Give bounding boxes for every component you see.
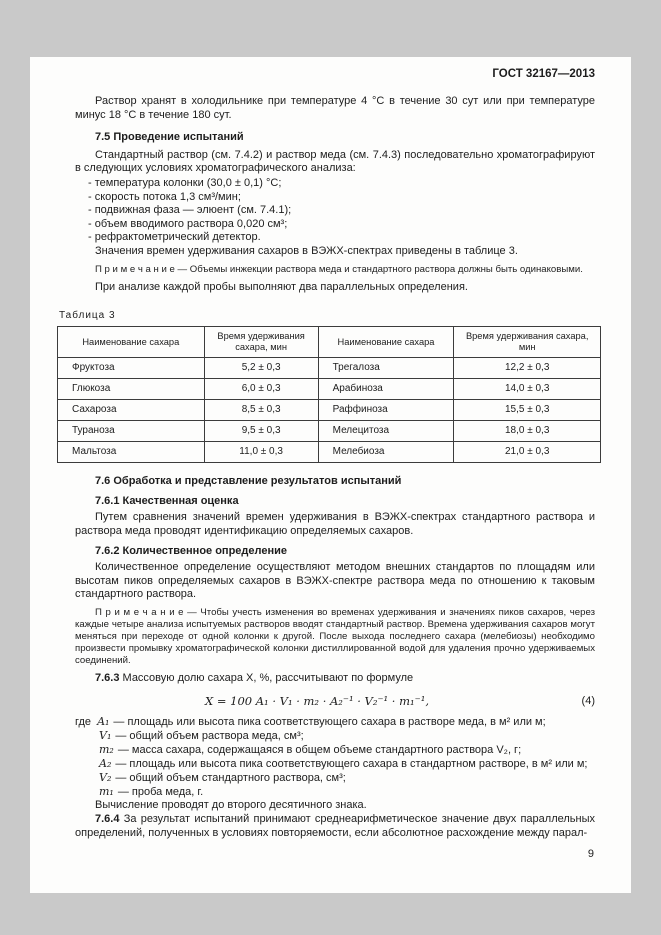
table-row xyxy=(58,421,601,442)
table-cell: Трегалоза xyxy=(318,358,454,379)
table-cell: Мальтоза xyxy=(58,442,205,463)
table-cell: 9,5 ± 0,3 xyxy=(204,421,318,442)
definition-text: — масса сахара, содержащаяся в общем объеме стандартного раствора V₂, г; xyxy=(117,744,522,757)
formula-4 xyxy=(75,694,595,708)
table-cell: 14,0 ± 0,3 xyxy=(454,379,601,400)
section-7-6-title: 7.6 Обработка и представление результатов испытаний xyxy=(95,475,402,488)
table-cell: Арабиноза xyxy=(318,379,454,400)
section-7-6-1-text: Путем сравнения значений времен удерживания в ВЭЖХ-спектрах стандартного раствора и раствора меда проводят идентификацию определяемых сахаров. xyxy=(75,511,595,537)
definition-term: m₁ xyxy=(99,785,114,799)
storage-paragraph: Раствор хранят в холодильнике при температуре 4 °С в течение 30 сут или при температуре минус 18 °С в течение 180 сут. xyxy=(75,95,595,121)
doc-number: ГОСТ 32167—2013 xyxy=(492,68,595,80)
note-7-6-2 xyxy=(75,607,595,667)
conditions-list xyxy=(75,177,595,245)
table-row xyxy=(58,400,601,421)
note-text: — Объемы инжекции раствора меда и стандартного раствора должны быть одинаковыми. xyxy=(177,263,583,275)
page-number: 9 xyxy=(587,848,594,860)
table-3-block xyxy=(57,310,601,463)
definition-text: — проба меда, г. xyxy=(117,786,204,799)
clause-number: 7.6.4 xyxy=(95,813,120,826)
list-item: - температура колонки (30,0 ± 0,1) °С; xyxy=(88,176,282,189)
table-cell: Глюкоза xyxy=(58,379,205,400)
definition-text: — площадь или высота пика соответствующего сахара в растворе меда, в м² или м; xyxy=(113,716,546,729)
formula-number: (4) xyxy=(581,695,595,708)
table-cell: Сахароза xyxy=(58,400,205,421)
table-cell: 6,0 ± 0,3 xyxy=(204,379,318,400)
definition-line xyxy=(75,715,595,729)
table-row xyxy=(58,379,601,400)
column-header: Время удерживания сахара, мин xyxy=(454,327,601,358)
section-7-6-2-title: 7.6.2 Количественное определение xyxy=(95,544,287,557)
table-cell: 8,5 ± 0,3 xyxy=(204,400,318,421)
section-7-5-lead: Стандартный раствор (см. 7.4.2) и раствор меда (см. 7.4.3) последовательно хроматографируют в следующих условиях хроматографического анализа: xyxy=(75,148,595,175)
table-cell: 11,0 ± 0,3 xyxy=(204,442,318,463)
where-label: где xyxy=(75,716,92,729)
table-cell: Тураноза xyxy=(58,421,205,442)
table-3-label: Таблица 3 xyxy=(59,310,116,322)
list-item: - подвижная фаза — элюент (см. 7.4.1); xyxy=(88,204,292,217)
clause-number: 7.6.3 xyxy=(95,671,120,684)
table-row xyxy=(58,358,601,379)
table-cell: 5,2 ± 0,3 xyxy=(204,358,318,379)
table-cell: Раффиноза xyxy=(318,400,454,421)
section-7-6-4-paragraph xyxy=(75,813,595,840)
column-header: Время удерживания сахара, мин xyxy=(204,327,318,358)
table-3 xyxy=(57,326,601,463)
table-cell: 18,0 ± 0,3 xyxy=(454,421,601,442)
definition-text: — площадь или высота пика соответствующего сахара в стандартном растворе, в м² или м; xyxy=(115,758,588,771)
definition-line xyxy=(75,757,595,771)
section-7-6-2-text: Количественное определение осуществляют методом внешних стандартов по площадям или высотам пиков определяемых сахаров в ВЭЖХ-спектре раствора меда по отношению к таковым стандартного раствора. xyxy=(75,561,595,601)
definition-line xyxy=(75,785,595,799)
list-item: - объем вводимого раствора 0,020 см³; xyxy=(88,217,288,230)
clause-text: За результат испытаний принимают среднеарифметическое значение двух параллельных определений, полученных в условиях повторяемости, если абсолютное расхождение между парал- xyxy=(75,813,595,839)
definition-term: m₂ xyxy=(99,743,114,757)
note-7-5 xyxy=(75,264,595,276)
definition-line xyxy=(75,771,595,785)
list-item: - скорость потока 1,3 см³/мин; xyxy=(88,190,241,203)
definition-term: A₂ xyxy=(99,757,112,771)
definition-term: V₂ xyxy=(99,771,112,785)
calculation-precision-note: Вычисление проводят до второго десятичного знака. xyxy=(95,799,367,812)
column-header: Наименование сахара xyxy=(58,327,205,358)
table-cell: Фруктоза xyxy=(58,358,205,379)
table-cell: 12,2 ± 0,3 xyxy=(454,358,601,379)
section-7-6-3-lead xyxy=(75,672,595,686)
definition-line xyxy=(75,743,595,757)
definition-term: A₁ xyxy=(97,715,110,729)
list-item: - рефрактометрический детектор. xyxy=(88,231,261,244)
note-text: — Чтобы учесть изменения во временах удерживания и значениях пиков сахаров, через каждые четыре анализа испытуемых растворов вводят стандартный раствор. Времена удерживания сахаров могут меняться при переходе от одной колонки к другой. После выхода последнего сахара (мелебиозы) необходимо произвести промывку хроматографической колонки дистиллированной водой для удаления прочно удерживаемых соединений. xyxy=(75,606,595,666)
formula-expression: X = 100 A₁ · V₁ · m₂ · A₂⁻¹ · V₂⁻¹ · m₁⁻¹, xyxy=(205,694,429,709)
document-page xyxy=(30,57,631,893)
section-7-6-1-title: 7.6.1 Качественная оценка xyxy=(95,494,239,507)
table-row xyxy=(58,442,601,463)
formula-definitions xyxy=(75,715,595,799)
definition-term: V₁ xyxy=(99,729,112,743)
table-cell: Мелецитоза xyxy=(318,421,454,442)
definition-text: — общий объем стандартного раствора, см³; xyxy=(115,772,346,785)
clause-text: Массовую долю сахара X, %, рассчитывают по формуле xyxy=(122,671,414,684)
table-header-row xyxy=(58,327,601,358)
note-label: П р и м е ч а н и е xyxy=(95,263,175,275)
definition-line xyxy=(75,729,595,743)
table-reference-paragraph: Значения времен удерживания сахаров в ВЭЖХ-спектрах приведены в таблице 3. xyxy=(95,244,518,257)
section-7-5-title: 7.5 Проведение испытаний xyxy=(95,131,244,144)
column-header: Наименование сахара xyxy=(318,327,454,358)
table-cell: 15,5 ± 0,3 xyxy=(454,400,601,421)
note-label: П р и м е ч а н и е xyxy=(95,606,184,618)
definition-text: — общий объем раствора меда, см³; xyxy=(115,730,304,743)
parallel-determinations-paragraph: При анализе каждой пробы выполняют два параллельных определения. xyxy=(95,280,468,293)
table-cell: 21,0 ± 0,3 xyxy=(454,442,601,463)
table-cell: Мелебиоза xyxy=(318,442,454,463)
